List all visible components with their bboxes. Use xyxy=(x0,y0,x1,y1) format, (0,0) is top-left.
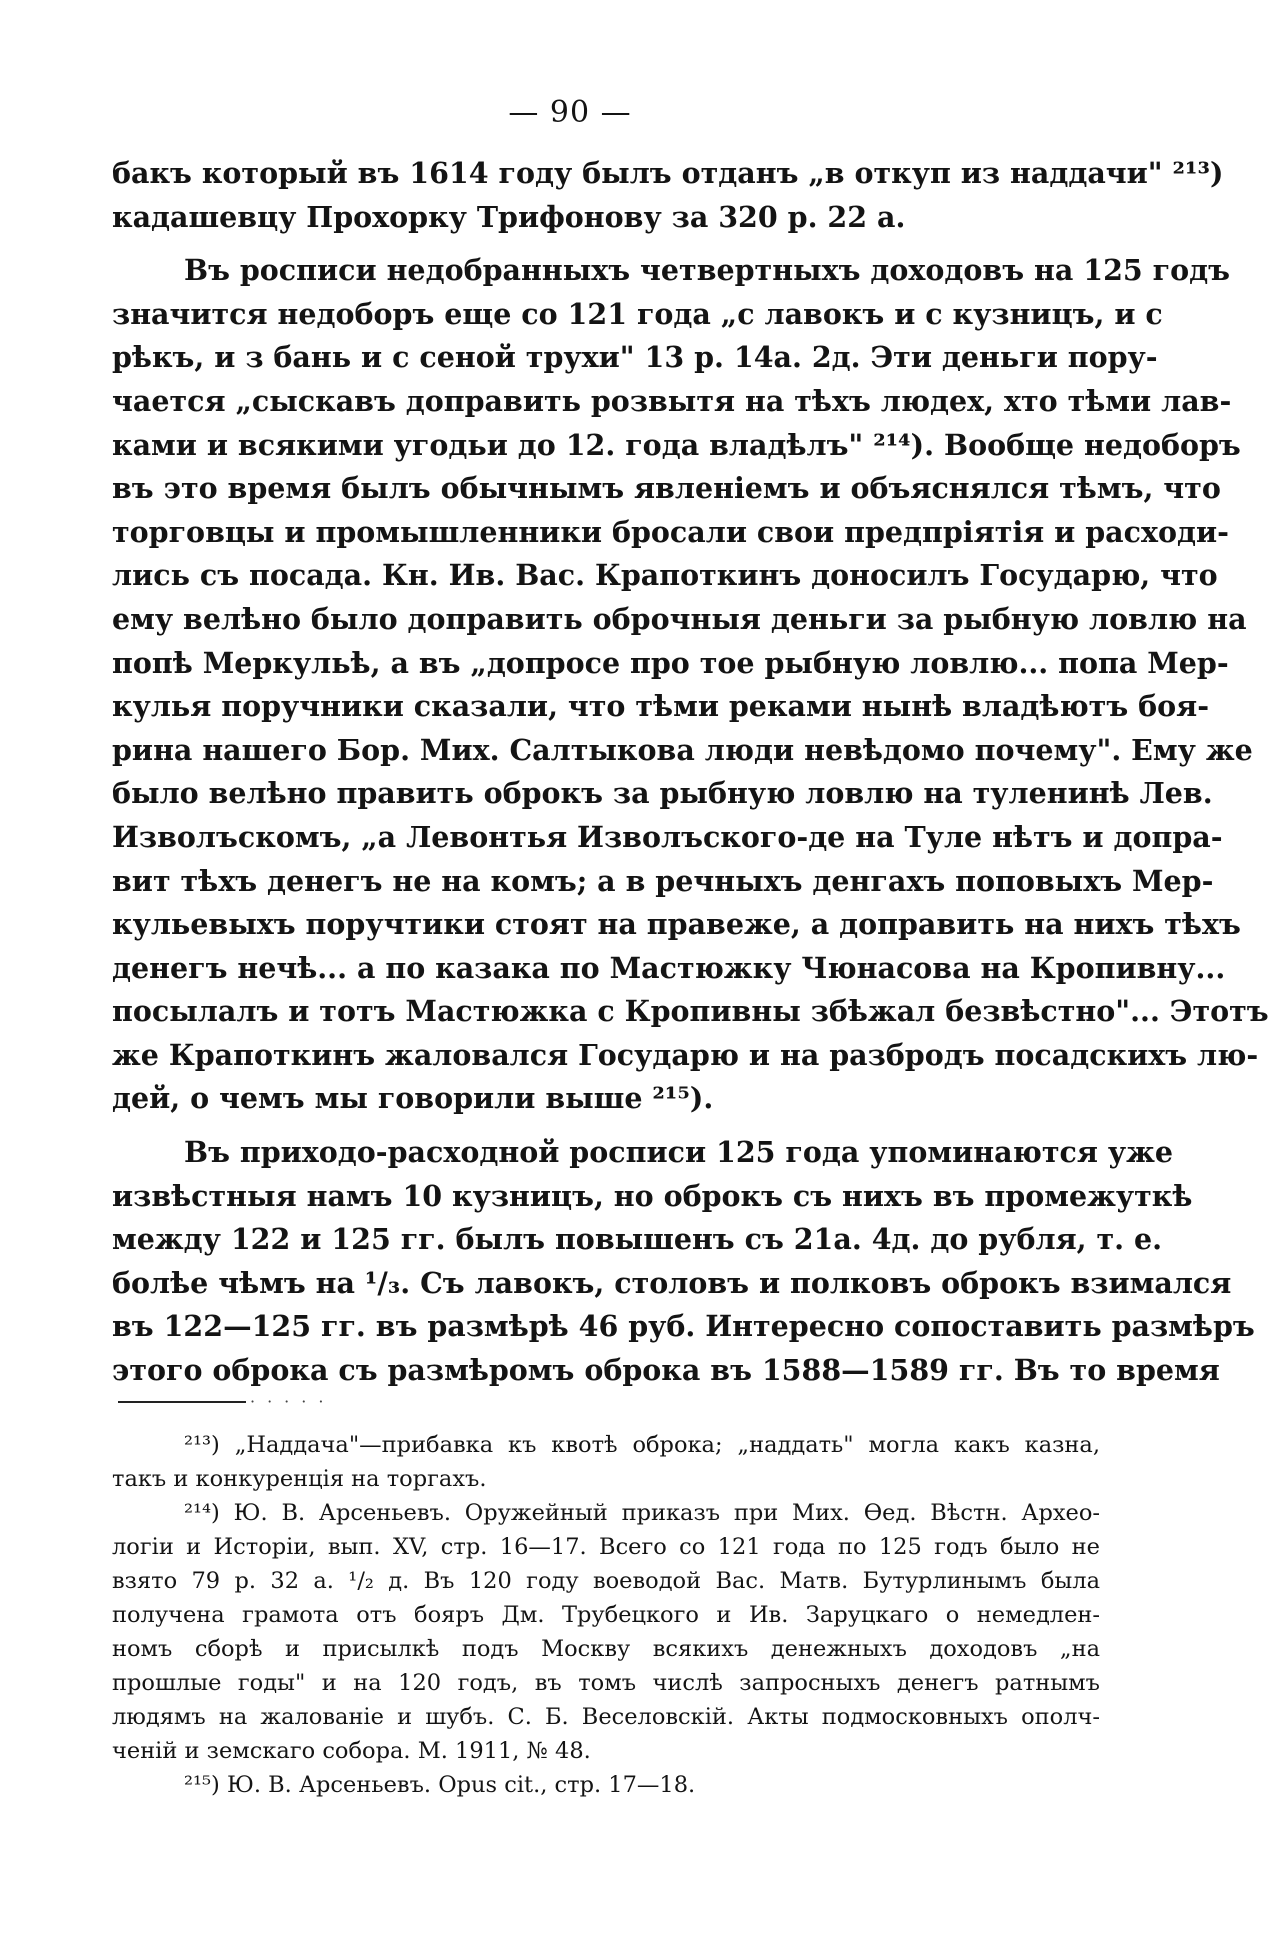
text-line: въ 122—125 гг. въ размѣрѣ 46 руб. Интересно сопоставить размѣръ xyxy=(112,1309,1255,1344)
text-line: посылалъ и тотъ Мастюжка с Кропивны збѣжал безвѣстно"... Этотъ xyxy=(112,994,1269,1029)
footnote-line: ченій и земскаго собора. М. 1911, № 48. xyxy=(112,1738,591,1764)
text-line: болѣе чѣмъ на ¹/₃. Съ лавокъ, столовъ и полковъ оброкъ взимался xyxy=(112,1265,1232,1300)
footnote-separator-rule xyxy=(118,1401,246,1403)
page-number: — 90 — xyxy=(508,95,632,130)
footnote-line: логіи и Исторіи, вып. XV, стр. 16—17. Всего со 121 года по 125 годъ было не xyxy=(112,1534,1100,1560)
text-line: ками и всякими угодьи до 12. года владѣлъ" ²¹⁴). Вообще недоборъ xyxy=(112,427,1241,462)
text-line: лись съ посада. Кн. Ив. Вас. Крапоткинъ доносилъ Государю, что xyxy=(112,558,1218,593)
text-line: было велѣно править оброкъ за рыбную ловлю на туленинѣ Лев. xyxy=(112,776,1213,811)
text-line: кадашевцу Прохорку Трифонову за 320 р. 22 а. xyxy=(112,199,906,234)
footnote-line: такъ и конкуренція на торгахъ. xyxy=(112,1466,487,1492)
footnote-separator-dots: ····· xyxy=(250,1392,336,1411)
text-line: бакъ который въ 1614 году былъ отданъ „в откуп из наддачи" ²¹³) xyxy=(112,156,1224,190)
text-line: вит тѣхъ денегъ не на комъ; а в речныхъ денгахъ поповыхъ Мер- xyxy=(112,863,1214,898)
text-line: кулья поручники сказали, что тѣми реками нынѣ владѣютъ боя- xyxy=(112,689,1210,724)
text-line: кульевыхъ поручтики стоят на правеже, а доправить на нихъ тѣхъ xyxy=(112,907,1241,942)
text-line: этого оброка съ размѣромъ оброка въ 1588—1589 гг. Въ то время xyxy=(112,1353,1220,1388)
text-line: Изволъскомъ, „а Левонтья Изволъского-де на Туле нѣтъ и допра- xyxy=(112,819,1223,854)
footnote-line: ²¹⁵) Ю. В. Арсеньевъ. Opus cit., стр. 17—18. xyxy=(184,1772,696,1798)
text-line: торговцы и промышленники бросали свои предпріятія и расходи- xyxy=(112,514,1229,549)
main-text xyxy=(112,152,1269,1393)
text-line: ему велѣно было доправить оброчныя деньги за рыбную ловлю на xyxy=(112,601,1247,636)
footnote-line: ²¹³) „Наддача"—прибавка къ квотѣ оброка; „наддать" могла какъ казна, xyxy=(184,1432,1100,1458)
text-line: между 122 и 125 гг. былъ повышенъ съ 21а. 4д. до рубля, т. е. xyxy=(112,1222,1163,1257)
footnote-line: номъ сборѣ и присылкѣ подъ Москву всякихъ денежныхъ доходовъ „на xyxy=(112,1636,1100,1662)
text-line: дей, о чемъ мы говорили выше ²¹⁵). xyxy=(112,1081,714,1116)
text-line: попѣ Меркульѣ, а въ „допросе про тое рыбную ловлю... попа Мер- xyxy=(112,645,1229,680)
text-line: же Крапоткинъ жаловался Государю и на разбродъ посадскихъ лю- xyxy=(112,1037,1259,1072)
text-line: денегъ нечѣ... а по казака по Мастюжку Чюнасова на Кропивну... xyxy=(112,950,1226,985)
text-line: Въ приходо-расходной росписи 125 года упоминаются уже xyxy=(184,1135,1173,1170)
text-line: рѣкъ, и з бань и с сеной трухи" 13 р. 14а. 2д. Эти деньги пору- xyxy=(112,340,1158,375)
text-line: извѣстныя намъ 10 кузницъ, но оброкъ съ нихъ въ промежуткѣ xyxy=(112,1178,1193,1213)
text-line: въ это время былъ обычнымъ явленіемъ и объяснялся тѣмъ, что xyxy=(112,471,1221,506)
footnote-line: людямъ на жалованіе и шубъ. С. Б. Веселовскій. Акты подмосковныхъ ополч- xyxy=(112,1704,1100,1730)
footnote-line: ²¹⁴) Ю. В. Арсеньевъ. Оружейный приказъ при Мих. Ѳед. Вѣстн. Архео- xyxy=(184,1500,1100,1526)
footnote-line: взято 79 р. 32 а. ¹/₂ д. Въ 120 году воеводой Вас. Матв. Бутурлинымъ была xyxy=(112,1568,1100,1594)
footnote-line: прошлые годы" и на 120 годъ, въ томъ числѣ запросныхъ денегъ ратнымъ xyxy=(112,1670,1100,1696)
text-line: Въ росписи недобранныхъ четвертныхъ доходовъ на 125 годъ xyxy=(184,253,1231,288)
footnotes xyxy=(112,1428,1100,1802)
text-line: рина нашего Бор. Мих. Салтыкова люди невѣдомо почему". Ему же xyxy=(112,732,1253,767)
text-line: значится недоборъ еще со 121 года „с лавокъ и с кузницъ, и с xyxy=(112,296,1163,331)
text-line: чается „сыскавъ доправить розвытя на тѣхъ людех, хто тѣми лав- xyxy=(112,383,1232,418)
footnote-line: получена грамота отъ бояръ Дм. Трубецкого и Ив. Заруцкаго о немедлен- xyxy=(112,1602,1100,1628)
